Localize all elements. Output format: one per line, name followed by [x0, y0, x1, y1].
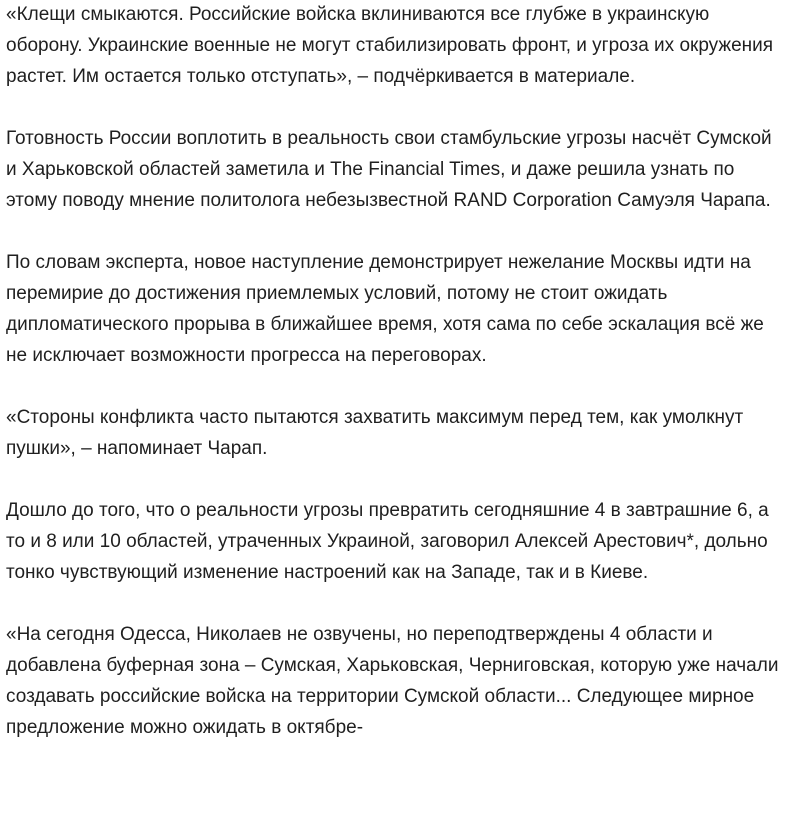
article-paragraph: «Стороны конфликта часто пытаются захватить максимум перед тем, как умолкнут пушки», – напоминает Чарап.	[6, 407, 744, 459]
article-paragraph: «На сегодня Одесса, Николаев не озвучены, но переподтверждены 4 области и добавлена буферная зона – Сумская, Харьковская, Черниговская, которую уже начали создавать российские войска на территории Сумской области... Следующее мирное предложение можно ожидать в октябре-	[6, 624, 779, 738]
article-paragraph: По словам эксперта, новое наступление демонстрирует нежелание Москвы идти на перемирие до достижения приемлемых условий, потому не стоит ожидать дипломатического прорыва в ближайшее время, хотя сама по себе эскалация всё же не исключает возможности прогресса на переговорах.	[6, 252, 764, 366]
article-paragraph: Дошло до того, что о реальности угрозы превратить сегодняшние 4 в завтрашние 6, а то и 8 или 10 областей, утраченных Украиной, заговорил Алексей Арестович*, дольно тонко чувствующий изменение настроений как на Западе, так и в Киеве.	[6, 500, 769, 583]
article-paragraph: Готовность России воплотить в реальность свои стамбульские угрозы насчёт Сумской и Харьковской областей заметила и The Financial Times, и даже решила узнать по этому поводу мнение политолога небезызвестной RAND Corporation Самуэля Чарапа.	[6, 128, 772, 211]
article-body	[6, 0, 782, 774]
article-paragraph: «Клещи смыкаются. Российские войска вклиниваются все глубже в украинскую оборону. Украинские военные не могут стабилизировать фронт, и угроза их окружения растет. Им остается только отступать», – подчёркивается в материале.	[6, 4, 774, 87]
